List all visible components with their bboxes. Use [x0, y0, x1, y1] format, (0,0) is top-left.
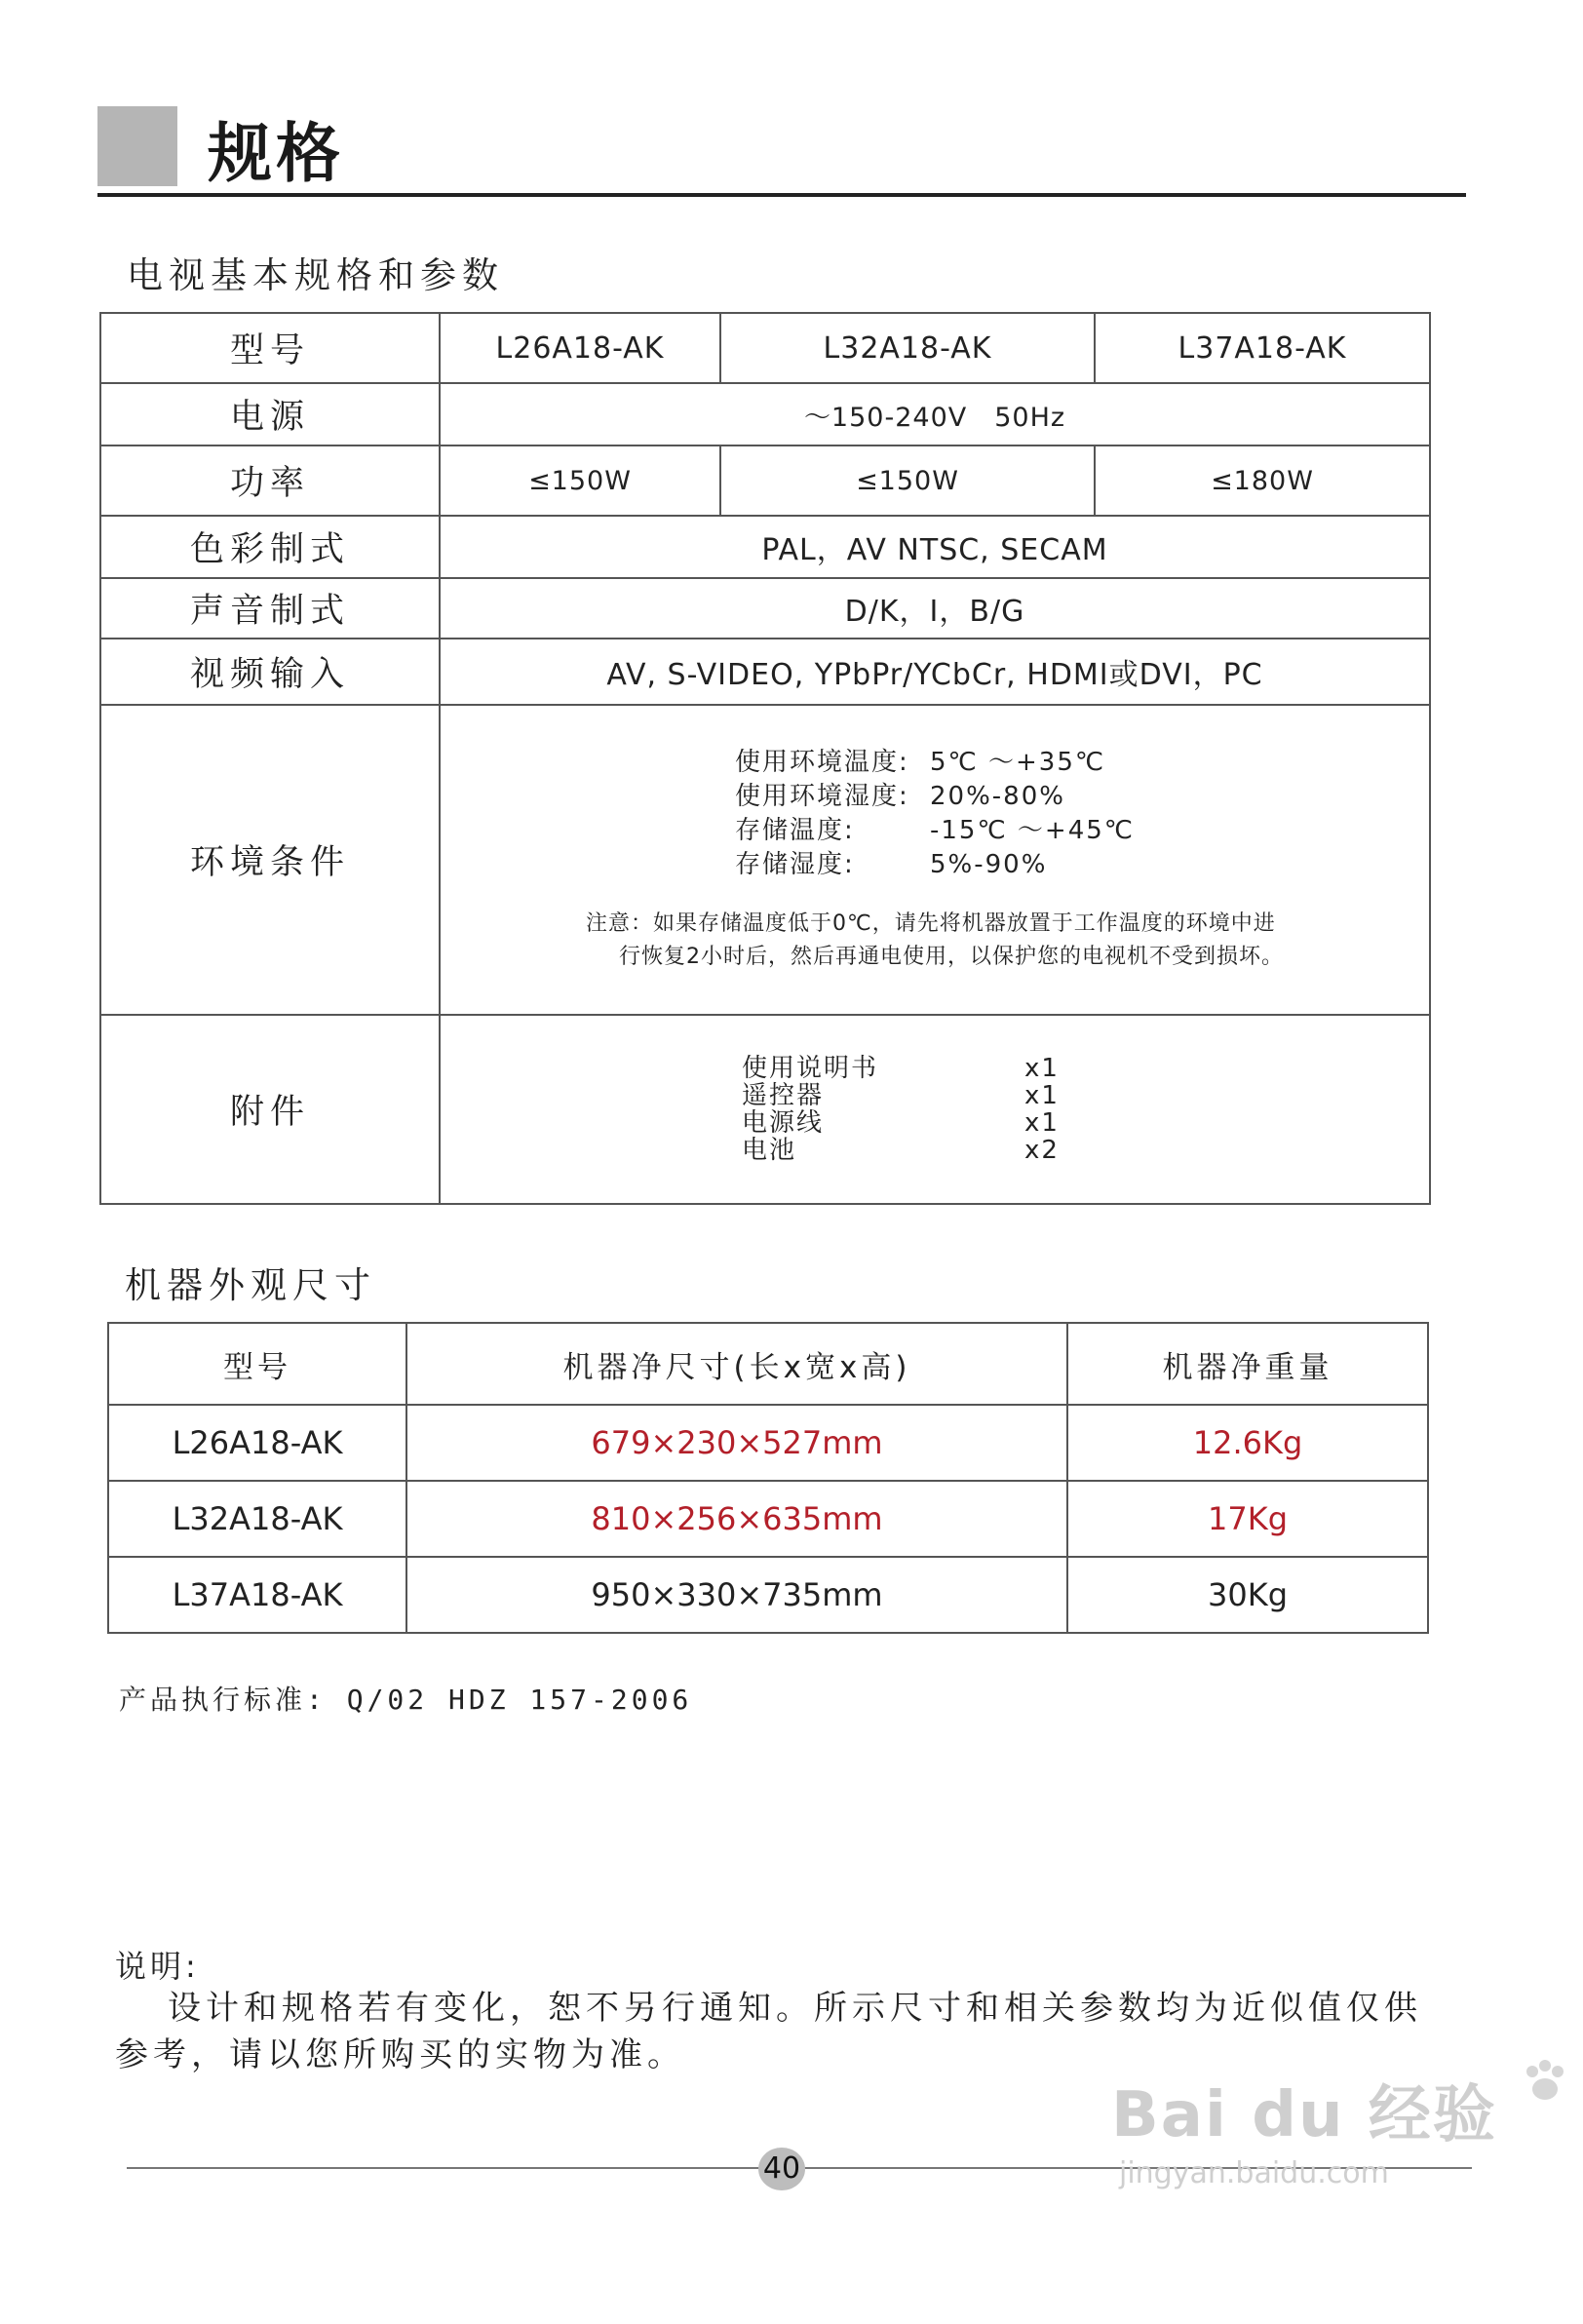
table-row	[108, 1481, 1428, 1557]
dims-size: 810×256×635mm	[406, 1481, 1067, 1557]
env-item: 使用环境温度: 5℃ ～+35℃	[735, 748, 1106, 777]
page-title: 规格	[208, 116, 344, 191]
env-item: 存储温度: -15℃ ～+45℃	[735, 816, 1135, 845]
spec-label-sound-system: 声音制式	[100, 578, 440, 639]
dims-size: 679×230×527mm	[406, 1405, 1067, 1481]
spec-power-2: ≤150W	[720, 445, 1095, 516]
dims-header-weight: 机器净重量	[1067, 1323, 1428, 1405]
spec-row-model	[100, 313, 1430, 383]
spec-model-1: L26A18-AK	[440, 313, 720, 383]
spec-label-accessories: 附件	[100, 1015, 440, 1204]
spec-sound-system-value: D/K，I，B/G	[440, 578, 1430, 639]
environment-conditions	[735, 746, 1135, 882]
spec-row-environment	[100, 705, 1430, 1015]
dims-weight: 12.6Kg	[1067, 1405, 1428, 1481]
dims-header-size: 机器净尺寸(长x宽x高)	[406, 1323, 1067, 1405]
dims-header-row	[108, 1323, 1428, 1405]
dims-weight: 17Kg	[1067, 1481, 1428, 1557]
accessory-item: 电源线 x1	[742, 1108, 1060, 1138]
spec-model-2: L32A18-AK	[720, 313, 1095, 383]
spec-table	[99, 312, 1431, 1205]
spec-section-heading: 电视基本规格和参数	[127, 254, 504, 296]
spec-row-sound-system	[100, 578, 1430, 639]
spec-label-model: 型号	[100, 313, 440, 383]
notes-text: 设计和规格若有变化，恕不另行通知。所示尺寸和相关参数均为近似值仅供参考，请以您所购买的实物为准。	[115, 1989, 1422, 2074]
spec-label-color-system: 色彩制式	[100, 516, 440, 578]
table-row	[108, 1557, 1428, 1633]
spec-color-system-value: PAL，AV NTSC, SECAM	[440, 516, 1430, 578]
spec-row-accessories	[100, 1015, 1430, 1204]
spec-video-input-value: AV, S-VIDEO, YPbPr/YCbCr, HDMI或DVI，PC	[440, 639, 1430, 705]
spec-label-video-input: 视频输入	[100, 639, 440, 705]
env-item: 存储湿度: 5%-90%	[735, 850, 1048, 879]
watermark-logo: Bai du 经验	[1111, 2065, 1569, 2154]
spec-power-supply-value: ～150-240V 50Hz	[440, 383, 1430, 445]
paw-icon	[1521, 2058, 1569, 2107]
storage-note: 注意：如果存储温度低于0℃，请先将机器放置于工作温度的环境中进 行恢复2小时后，然后再通电使用，以保护您的电视机不受到损坏。	[586, 911, 1284, 969]
dimensions-section-heading: 机器外观尺寸	[125, 1264, 376, 1306]
notes-heading: 说明:	[115, 1948, 200, 1985]
product-standard: 产品执行标准: Q/02 HDZ 157-2006	[119, 1684, 693, 1716]
dims-model: L26A18-AK	[108, 1405, 406, 1481]
title-divider	[97, 193, 1466, 197]
dims-weight: 30Kg	[1067, 1557, 1428, 1633]
accessory-item: 使用说明书 x1	[742, 1054, 1060, 1083]
spec-label-environment: 环境条件	[100, 705, 440, 1015]
dims-size: 950×330×735mm	[406, 1557, 1067, 1633]
dims-model: L37A18-AK	[108, 1557, 406, 1633]
dims-model: L32A18-AK	[108, 1481, 406, 1557]
spec-label-power-supply: 电源	[100, 383, 440, 445]
dimensions-table	[107, 1322, 1429, 1634]
spec-environment-cell	[440, 705, 1430, 1015]
accessories-list	[742, 1055, 1060, 1164]
baidu-watermark	[1111, 2065, 1569, 2190]
watermark-url: jingyan.baidu.com	[1119, 2156, 1389, 2190]
spec-accessories-cell	[440, 1015, 1430, 1204]
spec-row-power-supply	[100, 383, 1430, 445]
page-number: 40	[758, 2148, 805, 2190]
spec-power-3: ≤180W	[1095, 445, 1430, 516]
env-item: 使用环境湿度: 20%-80%	[735, 782, 1065, 811]
dims-header-model: 型号	[108, 1323, 406, 1405]
spec-model-3: L37A18-AK	[1095, 313, 1430, 383]
spec-row-video-input	[100, 639, 1430, 705]
spec-power-1: ≤150W	[440, 445, 720, 516]
spec-label-power: 功率	[100, 445, 440, 516]
title-marker-block	[97, 106, 177, 186]
spec-row-color-system	[100, 516, 1430, 578]
spec-row-power	[100, 445, 1430, 516]
table-row	[108, 1405, 1428, 1481]
accessory-item: 电池 x2	[742, 1136, 1060, 1165]
accessory-item: 遥控器 x1	[742, 1081, 1060, 1110]
